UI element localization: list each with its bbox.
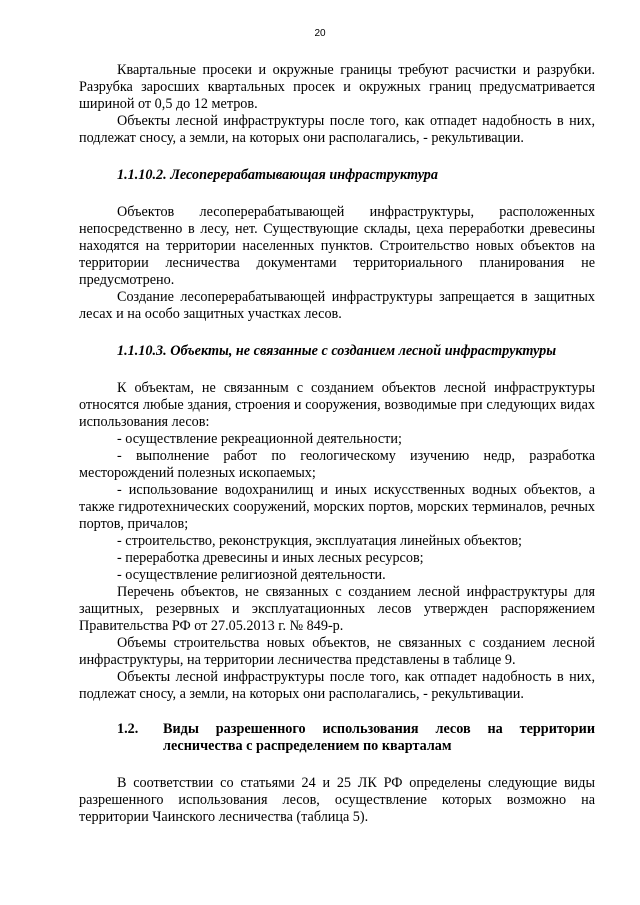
paragraph: Объемы строительства новых объектов, не связанных с созданием лесной инфраструктуры, на территории лесничества представлены в таблице 9. [79, 635, 595, 668]
paragraph: Создание лесоперерабатывающей инфраструктуры запрещается в защитных лесах и на особо защитных участках лесов. [79, 289, 595, 322]
paragraph: Объекты лесной инфраструктуры после того, как отпадет надобность в них, подлежат сносу, а земли, на которых они располагались, - рекультивации. [79, 113, 595, 146]
paragraph: Объектов лесоперерабатывающей инфраструктуры, расположенных непосредственно в лесу, нет. Существующие склады, цеха переработки древесины находятся на территории населенных пунктов. Строительство новых объектов на территории лесничества документами территориального планирования не предусмотрено. [79, 204, 595, 288]
subsection-heading: 1.1.10.3. Объекты, не связанные с созданием лесной инфраструктуры [117, 343, 557, 359]
section-heading [79, 721, 595, 755]
list-item: - осуществление религиозной деятельности. [117, 567, 386, 583]
paragraph: Перечень объектов, не связанных с созданием лесной инфраструктуры для защитных, резервных и эксплуатационных лесов утвержден распоряжением Правительства РФ от 27.05.2013 г. № 849-р. [79, 584, 595, 634]
list-item: - переработка древесины и иных лесных ресурсов; [117, 550, 424, 566]
section-number: 1.2. [117, 721, 139, 737]
list-item: - осуществление рекреационной деятельности; [117, 431, 402, 447]
list-item: - использование водохранилищ и иных искусственных водных объектов, а также гидротехнических сооружений, морских портов, морских терминалов, речных портов, причалов; [79, 482, 595, 532]
document-body [79, 62, 595, 826]
page-number: 20 [314, 28, 326, 39]
paragraph: К объектам, не связанным с созданием объектов лесной инфраструктуры относятся любые здания, строения и сооружения, возводимые при следующих видах использования лесов: [79, 380, 595, 430]
subsection-heading: 1.1.10.2. Лесоперерабатывающая инфраструктура [117, 167, 438, 183]
list-item: - строительство, реконструкция, эксплуатация линейных объектов; [117, 533, 522, 549]
paragraph: Объекты лесной инфраструктуры после того, как отпадет надобность в них, подлежат сносу, а земли, на которых они располагались, - рекультивации. [79, 669, 595, 702]
paragraph: Квартальные просеки и окружные границы требуют расчистки и разрубки. Разрубка заросших квартальных просек и окружных границ предусматривается шириной от 0,5 до 12 метров. [79, 62, 595, 112]
section-title: Виды разрешенного использования лесов на территории лесничества с распределением по кварталам [163, 721, 595, 754]
paragraph: В соответствии со статьями 24 и 25 ЛК РФ определены следующие виды разрешенного использования лесов, осуществление которых возможно на территории Чаинского лесничества (таблица 5). [79, 775, 595, 825]
list-item: - выполнение работ по геологическому изучению недр, разработка месторождений полезных ископаемых; [79, 448, 595, 481]
